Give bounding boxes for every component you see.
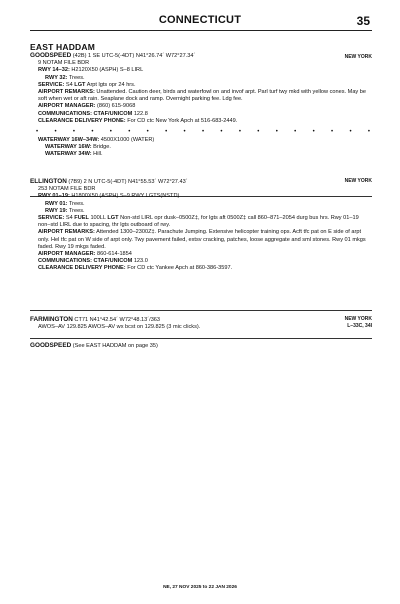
service-line <box>30 82 372 89</box>
communications-label: COMMUNICATIONS: CTAF/UNICOM <box>38 258 133 265</box>
waterway-16-label: WATERWAY 16W: <box>45 144 92 151</box>
airport-info: CT71 N41°42.54´ W72°48.13´/363 <box>72 317 161 323</box>
separator-dot: • <box>109 129 112 136</box>
separator-dot: • <box>275 129 278 136</box>
airport-name: ELLINGTON <box>30 178 67 185</box>
elevation-line: 9 NOTAM FILE BDR <box>38 60 90 67</box>
remarks-value: Unattended. Caution deer, birds and waterfowl on and invof arpt. Parl turf twy mkd with yellow cones. May be soft when wet or aft rain. Seaplane dock and ramp. Overnight parking fee. Ldg fee. <box>38 89 366 103</box>
runway-end-line <box>30 75 372 82</box>
cross-reference-text: (See EAST HADDAM on page 35) <box>71 343 158 349</box>
remarks-label: AIRPORT REMARKS: <box>38 229 95 236</box>
separator-dot: • <box>220 129 223 136</box>
cross-reference-line <box>30 342 372 350</box>
separator-dot: • <box>36 129 39 136</box>
manager-line <box>30 103 372 110</box>
communications-label: COMMUNICATIONS: CTAF/UNICOM <box>38 110 133 117</box>
header-rule <box>30 30 372 31</box>
separator-dot: • <box>294 129 297 136</box>
manager-value: 860-614-1854 <box>95 251 132 258</box>
remarks-value: Attended 1300–2300Z‡. Parachute Jumping. Extensive helicopter training ops. Acft tfc pat on E side of arpt only. Hel tfc pat on W side of arpt only. Twy pavement failed, extsv cracking, patches, loose aggregate and sml stones. Rwy 01 mkgs faded. Rwy 19 mkgs faded. <box>38 229 366 250</box>
communications-value: 123.0 <box>132 258 148 265</box>
clearance-value: For CD ctc Yankee Apch at 860-386-3597. <box>125 265 233 272</box>
section-divider <box>30 338 372 339</box>
service-label: SERVICE: <box>38 81 65 88</box>
waterway-34-line <box>30 151 372 158</box>
runway-19-value: Trees. <box>67 207 85 214</box>
airport-line <box>30 52 372 60</box>
runway-line <box>30 193 372 200</box>
separator-dot: • <box>128 129 131 136</box>
separator-dot: • <box>54 129 57 136</box>
lighting-value: Arpt lgts opr 24 hrs. <box>85 81 136 88</box>
airport-line <box>30 316 372 324</box>
manager-line <box>30 251 372 258</box>
clearance-line <box>30 265 372 272</box>
goodspeed-reference <box>30 342 372 350</box>
chart-reference: L–33C, 34I <box>347 323 372 329</box>
remarks-label: AIRPORT REMARKS: <box>38 89 95 96</box>
lighting-label: LGT <box>107 215 119 222</box>
section-divider <box>30 310 372 311</box>
separator-dot: • <box>183 129 186 136</box>
page-footer: NE, 27 NOV 2025 to 22 JAN 2026 <box>163 585 237 590</box>
fuel-label: FUEL <box>74 215 89 222</box>
farmington-section <box>30 316 372 331</box>
waterway-line <box>30 137 372 144</box>
state-title: CONNECTICUT <box>158 14 242 26</box>
waterway-34-label: WATERWAY 34W: <box>45 151 92 158</box>
lighting-value: Non-std LIRL opr dusk–0500Z‡, for lgts aft 0500Z‡ call 860–871–2054 durg bus hrs. Rwy 01–19 non–std LIRL due to spacing, thr lgts outboard of rwy. <box>38 215 359 229</box>
separator-dot: • <box>91 129 94 136</box>
separator-dot: • <box>331 129 334 136</box>
manager-value: (860) 615-9068 <box>95 103 136 110</box>
clearance-line <box>30 118 372 125</box>
waterway-label: WATERWAY 16W–34W: <box>38 137 100 144</box>
page-header <box>0 14 400 28</box>
city-name: EAST HADDAM <box>30 42 96 52</box>
center-name: NEW YORK <box>344 178 372 184</box>
remarks-line <box>30 229 372 251</box>
page-number: 35 <box>356 14 370 28</box>
weather-line: AWOS–AV 129.825 AWOS–AV wx bcst on 129.825 (3 mic clicks). <box>38 324 201 331</box>
service-value: S4 <box>64 81 75 88</box>
waterway-16-value: Bridge. <box>91 144 111 151</box>
remarks-line <box>30 89 372 103</box>
ellington-section <box>30 178 372 273</box>
separator-dot: • <box>146 129 149 136</box>
clearance-label: CLEARANCE DELIVERY PHONE: <box>38 117 126 124</box>
runway-line <box>30 67 372 74</box>
airport-name: GOODSPEED <box>30 52 72 59</box>
runway-19-label: RWY 19: <box>45 207 68 214</box>
separator-dot: • <box>367 129 370 136</box>
center-name: NEW YORK <box>344 316 372 322</box>
waterway-34-value: Hill. <box>91 151 103 158</box>
runway-end-value: Trees. <box>67 74 85 81</box>
separator-dot: • <box>201 129 205 136</box>
runway-19-line <box>30 208 372 215</box>
lighting-label: LGT <box>74 81 86 88</box>
manager-label: AIRPORT MANAGER: <box>38 251 96 258</box>
communications-line <box>30 258 372 265</box>
fuel-value: 100LL <box>88 215 108 222</box>
elevation-line: 253 NOTAM FILE BDR <box>38 186 96 193</box>
center-name: NEW YORK <box>344 54 372 60</box>
runway-label: RWY 14–32: <box>38 67 70 74</box>
clearance-label: CLEARANCE DELIVERY PHONE: <box>38 265 126 272</box>
waterway-16-line <box>30 144 372 151</box>
airport-info: (42B) 1 SE UTC-5(-4DT) N41°26.74´ W72°27.34´ <box>71 53 196 59</box>
communications-line <box>30 111 372 118</box>
runway-value: H1800X50 (ASPH) S–9 RWY LGTS(NSTD) <box>69 193 180 200</box>
runway-value: H2120X50 (ASPH) S–8 LIRL <box>69 67 144 74</box>
dot-row <box>30 129 372 135</box>
airport-info: (7B9) 2 N UTC-5(-4DT) N41°55.53´ W72°27.43´ <box>66 179 188 185</box>
communications-value: 122.8 <box>132 110 148 117</box>
airport-line <box>30 178 372 186</box>
airport-name: FARMINGTON <box>30 316 73 323</box>
airport-name: GOODSPEED <box>30 342 72 349</box>
service-value: S4 <box>64 215 75 222</box>
waterway-value: 4500X1000 (WATER) <box>99 137 155 144</box>
manager-label: AIRPORT MANAGER: <box>38 103 96 110</box>
runway-end-label: RWY 32: <box>45 74 68 81</box>
separator-dot: • <box>165 129 168 136</box>
separator-dot: • <box>238 129 241 136</box>
runway-label: RWY 01–19: <box>38 193 70 200</box>
runway-01-label: RWY 01: <box>45 200 68 207</box>
separator-dot: • <box>72 129 75 136</box>
separator-dot: • <box>257 129 260 136</box>
separator-dot: • <box>312 129 315 136</box>
dot-separator <box>30 125 372 137</box>
runway-01-line <box>30 201 372 208</box>
east-haddam-section <box>30 42 372 159</box>
runway-01-value: Trees. <box>67 200 85 207</box>
service-label: SERVICE: <box>38 215 65 222</box>
service-line <box>30 215 372 229</box>
clearance-value: For CD ctc New York Apch at 516-683-2449. <box>125 117 238 124</box>
separator-dot: • <box>349 129 352 136</box>
